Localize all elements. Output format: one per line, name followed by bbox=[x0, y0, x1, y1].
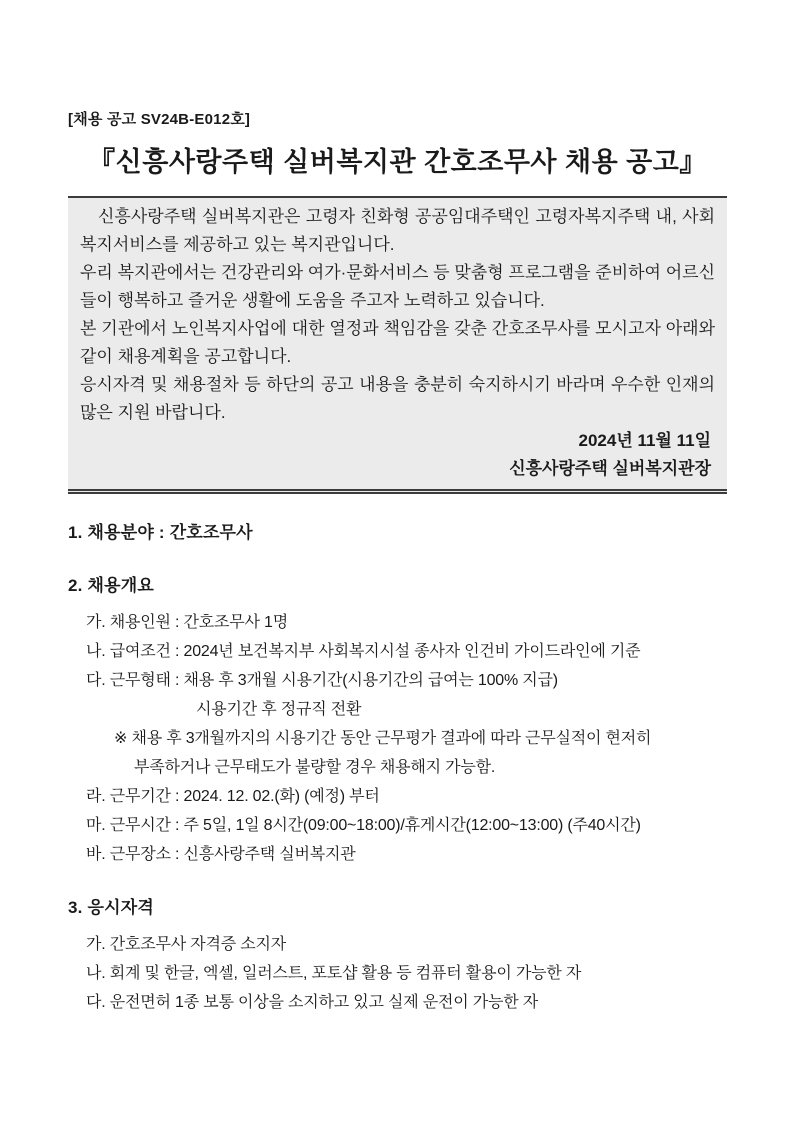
doc-number: [채용 공고 SV24B-E012호] bbox=[68, 111, 251, 128]
section-recruit-field bbox=[68, 518, 727, 547]
section-heading-1: 1. 채용분야 : 간호조무사 bbox=[68, 523, 253, 542]
section-heading-3: 3. 응시자격 bbox=[68, 898, 154, 917]
section-2-items bbox=[68, 608, 727, 869]
intro-paragraph-4: 응시자격 및 채용절차 등 하단의 공고 내용을 충분히 숙지하시기 바라며 우수한 인재의 많은 지원 바랍니다. bbox=[80, 375, 715, 422]
section-qualifications bbox=[68, 893, 727, 1017]
list-item: 다. 운전면허 1종 보통 이상을 소지하고 있고 실제 운전이 가능한 자 bbox=[86, 994, 539, 1011]
list-item: 가. 채용인원 : 간호조무사 1명 bbox=[86, 614, 288, 631]
list-item: 나. 회계 및 한글, 엑셀, 일러스트, 포토샵 활용 등 컴퓨터 활용이 가능한 자 bbox=[86, 965, 582, 982]
intro-paragraph-1: 신흥사랑주택 실버복지관은 고령자 친화형 공공임대주택인 고령자복지주택 내, 사회복지서비스를 제공하고 있는 복지관입니다. bbox=[80, 207, 715, 254]
list-item-note: ※ 채용 후 3개월까지의 시용기간 동안 근무평가 결과에 따라 근무실적이 현저히 bbox=[114, 730, 652, 747]
list-item-note-continuation: 부족하거나 근무태도가 불량할 경우 채용해지 가능함. bbox=[134, 759, 496, 776]
intro-paragraph-3: 본 기관에서 노인복지사업에 대한 열정과 책임감을 갖춘 간호조무사를 모시고자 아래와 같이 채용계획을 공고합니다. bbox=[80, 319, 715, 366]
list-item: 마. 근무시간 : 주 5일, 1일 8시간(09:00~18:00)/휴게시간(12:00~13:00) (주40시간) bbox=[86, 817, 641, 834]
list-item: 가. 간호조무사 자격증 소지자 bbox=[86, 936, 287, 953]
list-item: 다. 근무형태 : 채용 후 3개월 시용기간(시용기간의 급여는 100% 지급) bbox=[86, 672, 558, 689]
intro-box bbox=[68, 196, 727, 494]
list-item: 나. 급여조건 : 2024년 보건복지부 사회복지시설 종사자 인건비 가이드라인에 기준 bbox=[86, 643, 641, 660]
date-line: 2024년 11월 11일 bbox=[578, 431, 711, 450]
document-body bbox=[68, 518, 727, 1017]
signature-line: 신흥사랑주택 실버복지관장 bbox=[509, 459, 711, 478]
section-heading-2: 2. 채용개요 bbox=[68, 576, 154, 595]
list-item: 바. 근무장소 : 신흥사랑주택 실버복지관 bbox=[86, 846, 356, 863]
section-3-items bbox=[68, 930, 727, 1017]
intro-paragraph-2: 우리 복지관에서는 건강관리와 여가·문화서비스 등 맞춤형 프로그램을 준비하여 어르신들이 행복하고 즐거운 생활에 도움을 주고자 노력하고 있습니다. bbox=[80, 263, 715, 310]
list-item-continuation: 시용기간 후 정규직 전환 bbox=[196, 701, 362, 718]
list-item: 라. 근무기간 : 2024. 12. 02.(화) (예정) 부터 bbox=[86, 788, 380, 805]
page-title: 『신흥사랑주택 실버복지관 간호조무사 채용 공고』 bbox=[88, 147, 707, 177]
section-recruit-overview bbox=[68, 571, 727, 869]
